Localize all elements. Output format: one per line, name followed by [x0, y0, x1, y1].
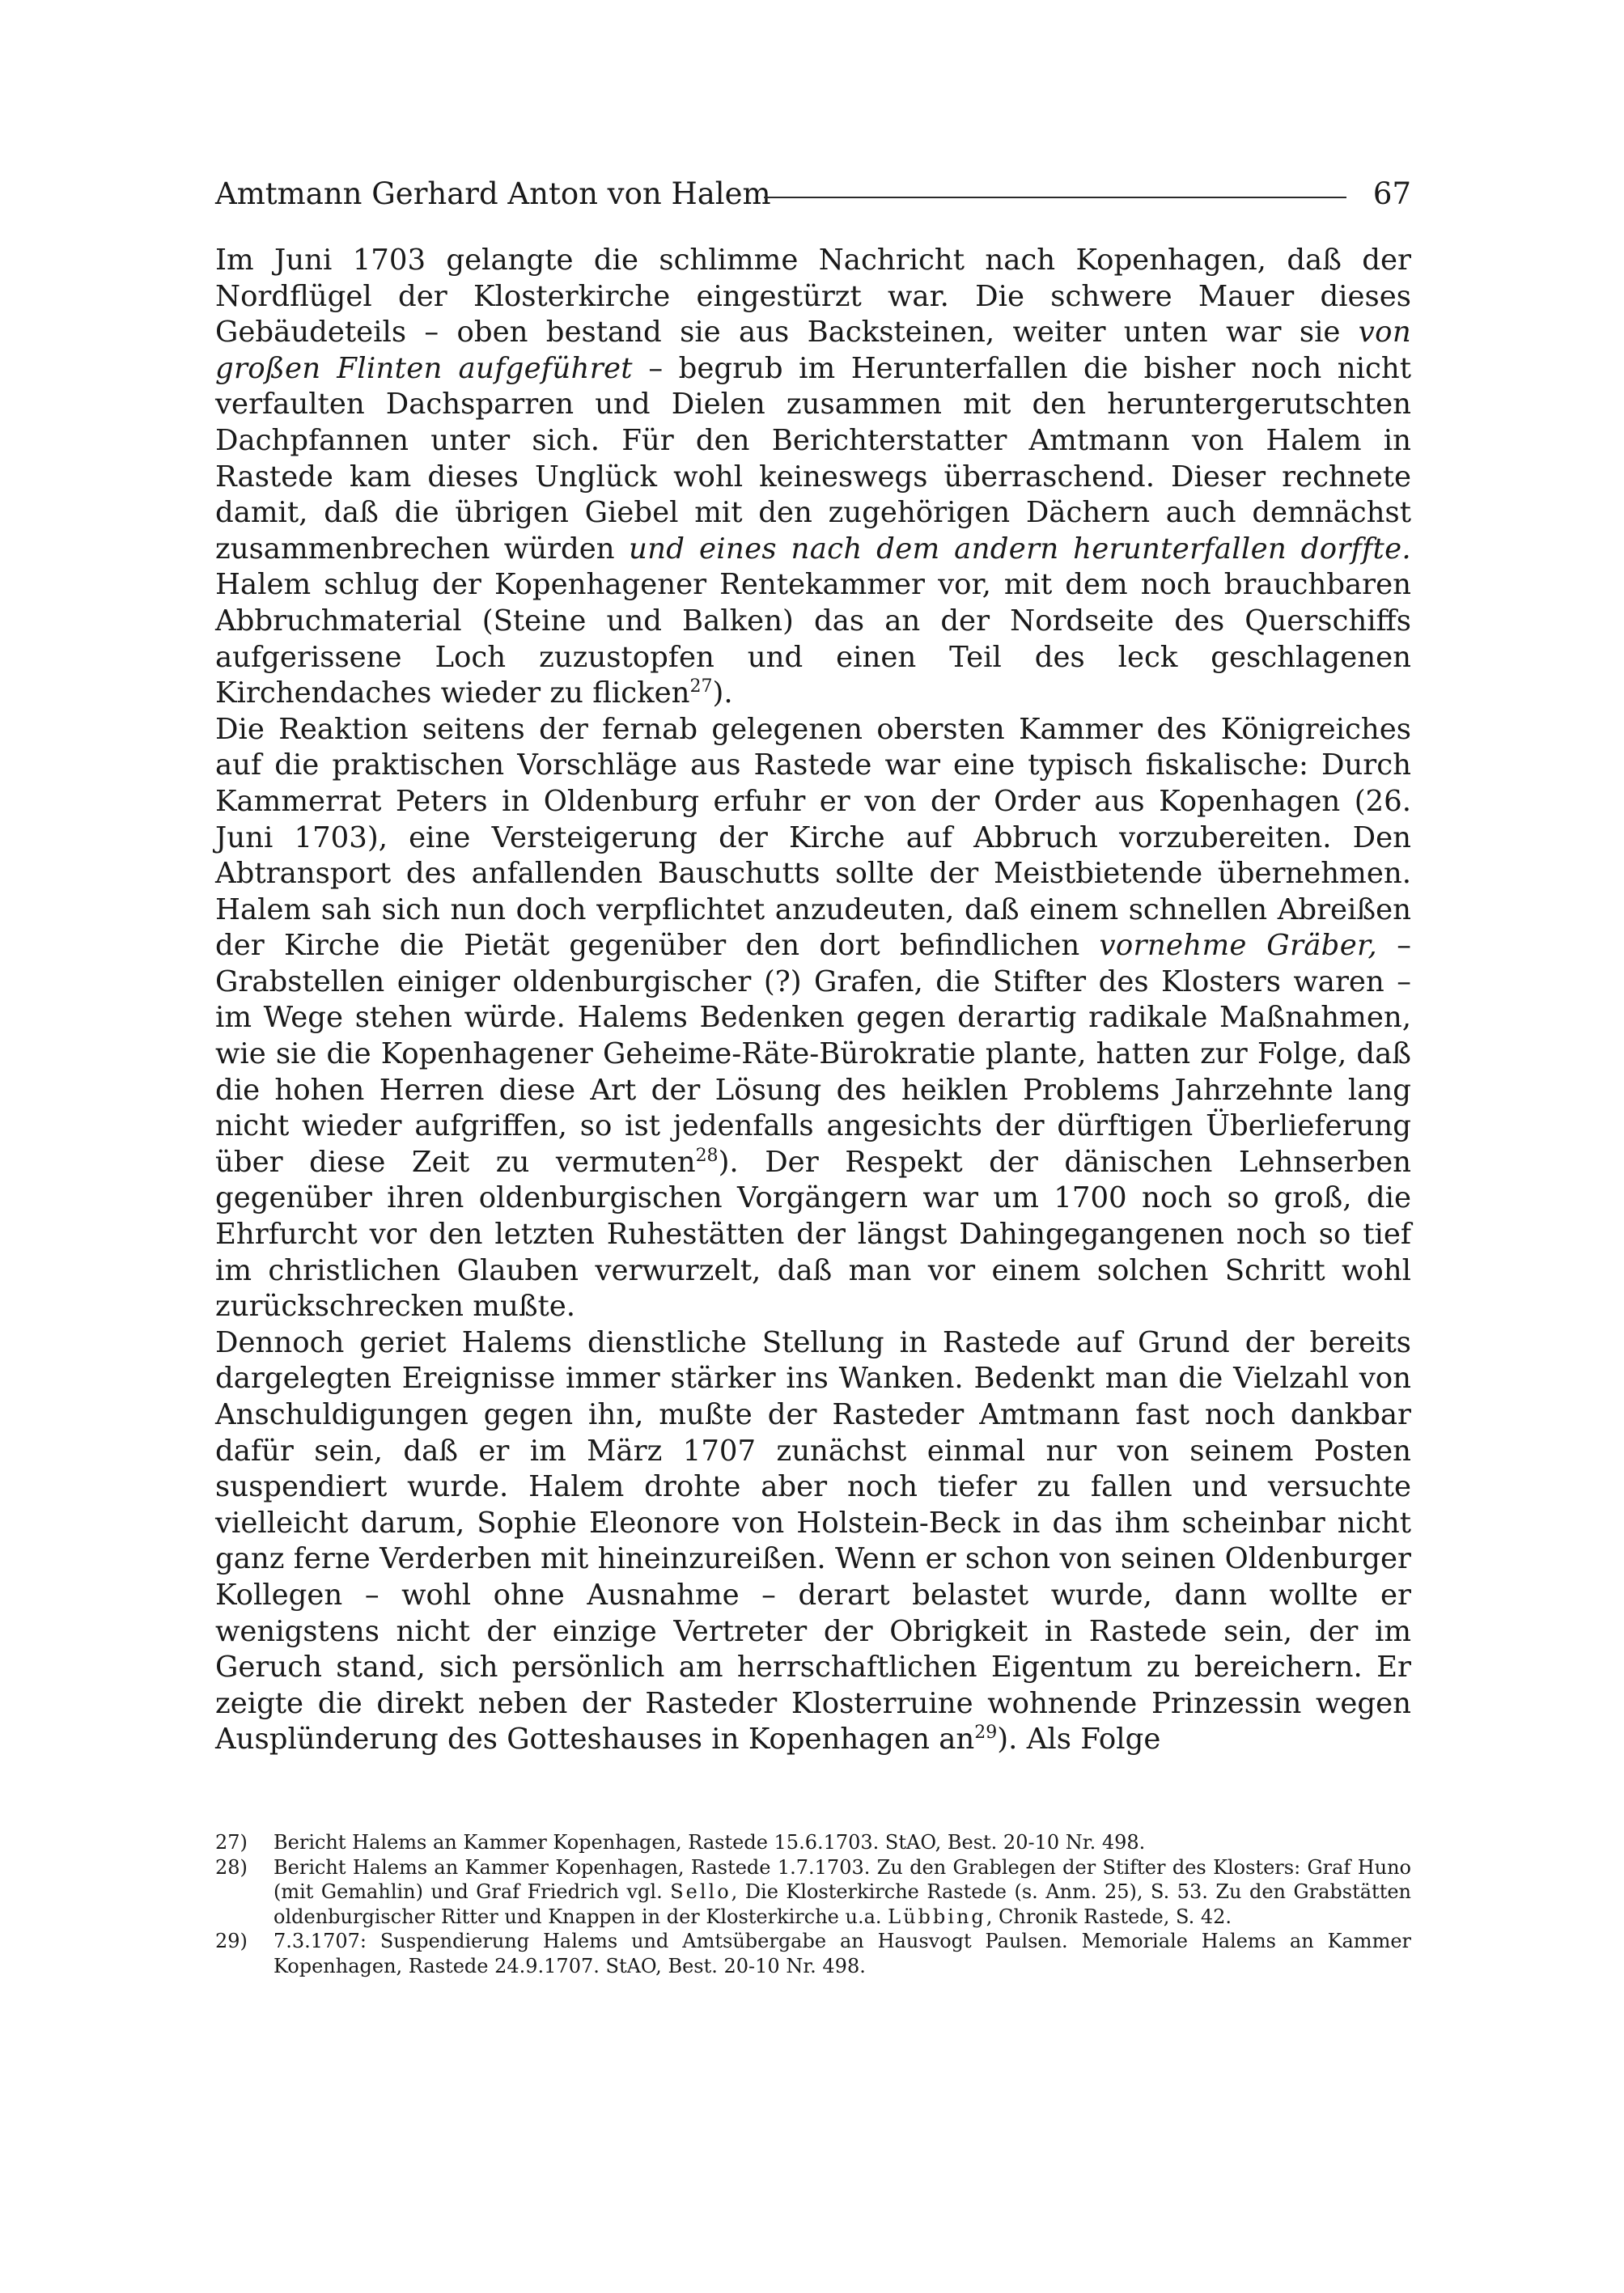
text-span: ). Der Respekt der dänischen Lehnserben gegenüber ihren oldenburgischen Vorgängern war um 1700 noch so groß, die Ehrfurcht vor den letzten Ruhestätten der längst Dahingegangenen noch so tief im christlichen Glauben verwurzelt, daß man vor einem solchen Schritt wohl zurückschrecken mußte.: [215, 1145, 1411, 1324]
running-head-rule: [764, 197, 1346, 198]
footnote-text: [273, 1855, 1411, 1930]
footnote-text: 7.3.1707: Suspendierung Halems und Amtsübergabe an Hausvogt Paulsen. Memoriale Halems an Kammer Kopenhagen, Rastede 24.9.1707. StAO, Best. 20-10 Nr. 498.: [273, 1930, 1411, 1977]
text-span: Dennoch geriet Halems dienstliche Stellung in Rastede auf Grund der bereits dargelegten Ereignisse immer stärker ins Wanken. Bedenkt man die Vielzahl von Anschuldigungen gegen ihn, mußte der Rasteder Amtmann fast noch dankbar dafür sein, daß er im März 1707 zunächst einmal nur von seinem Posten suspendiert wurde. Halem drohte aber noch tiefer zu fallen und versuchte vielleicht darum, Sophie Eleonore von Holstein-Beck in das ihm scheinbar nicht ganz ferne Verderben mit hineinzureißen. Wenn er schon von seinen Oldenburger Kollegen – wohl ohne Ausnahme – derart belastet wurde, dann wollte er wenigstens nicht der einzige Vertreter der Obrigkeit in Rastede sein, der im Geruch stand, sich persönlich am herrschaftlichen Eigentum zu bereichern. Er zeigte die direkt neben der Rasteder Klosterruine wohnende Prinzessin wegen Ausplünderung des Gotteshauses in Kopenhagen an: [215, 1325, 1411, 1757]
footnote-ref: 28: [695, 1146, 719, 1167]
quotation-italic: von großen Flinten aufgeführet: [215, 316, 1411, 385]
paragraph-1: [215, 243, 1411, 712]
paragraph-2: [215, 712, 1411, 1325]
body-text: [215, 243, 1411, 1758]
footnote-ref: 27: [689, 676, 713, 697]
footnote-29: [215, 1929, 1411, 1978]
footnote-27: [215, 1830, 1411, 1855]
running-head: [215, 172, 1411, 217]
paragraph-3: [215, 1325, 1411, 1758]
author-name: Lübbing: [888, 1905, 986, 1928]
footnote-28: [215, 1855, 1411, 1930]
quotation-italic: vornehme Gräber,: [1099, 929, 1377, 963]
footnote-text: Bericht Halems an Kammer Kopenhagen, Rastede 15.6.1703. StAO, Best. 20-10 Nr. 498.: [273, 1831, 1146, 1854]
text-span: , Die Klosterkirche Rastede (s. Anm. 25), S. 53. Zu den Grabstätten oldenburgischer Ritter und Knappen in der Klosterkirche u.a.: [273, 1880, 1412, 1928]
footnote-ref: 29: [974, 1723, 998, 1744]
author-name: Sello: [670, 1880, 731, 1903]
footnote-number: 27): [215, 1831, 248, 1854]
quotation-italic: und eines nach dem andern herunterfallen dorffte.: [628, 532, 1411, 566]
text-span: Bericht Halems an Kammer Kopenhagen, Rastede 1.7.1703. Zu den Grablegen der Stifter des Klosters: Graf Huno (mit Gemahlin) und Graf Friedrich vgl.: [273, 1855, 1411, 1903]
running-head-title: Amtmann Gerhard Anton von Halem: [215, 176, 771, 211]
footnote-number: 29): [215, 1930, 248, 1952]
text-span: Halem schlug der Kopenhagener Rentekammer vor, mit dem noch brauchbaren Abbruchmaterial (Steine und Balken) das an der Nordseite des Querschiffs aufgerissene Loch zuzustopfen und einen Teil des leck geschlagenen Kirchendaches wieder zu flicken: [215, 568, 1411, 710]
text-span: ). Als Folge: [997, 1723, 1161, 1757]
text-span: Die Reaktion seitens der fernab gelegenen obersten Kammer des Königreiches auf die praktischen Vorschläge aus Rastede war eine typisch fiskalische: Durch Kammerrat Peters in Oldenburg erfuhr er von der Order aus Kopenhagen (26. Juni 1703), eine Versteigerung der Kirche auf Abbruch vorzubereiten. Den Abtransport des anfallenden Bauschutts sollte der Meistbietende übernehmen. Halem sah sich nun doch verpflichtet anzudeuten, daß einem schnellen Abreißen der Kirche die Pietät gegenüber den dort befindlichen: [215, 712, 1411, 963]
page-number: 67: [1372, 176, 1411, 211]
footnote-number: 28): [215, 1855, 248, 1879]
text-span: , Chronik Rastede, S. 42.: [986, 1905, 1232, 1928]
text-span: ).: [712, 676, 733, 710]
footnotes: [215, 1830, 1411, 1978]
text-span: – Grabstellen einiger oldenburgischer (?) Grafen, die Stifter des Klosters waren – im Wege stehen würde. Halems Bedenken gegen derartig radikale Maßnahmen, wie sie die Kopenhagener Geheime-Räte-Bürokratie plante, hatten zur Folge, daß die hohen Herren diese Art der Lösung des heiklen Problems Jahrzehnte lang nicht wieder aufgriffen, so ist jedenfalls angesichts der dürftigen Überlieferung über diese Zeit zu vermuten: [215, 929, 1411, 1179]
text-span: – begrub im Herunterfallen die bisher noch nicht verfaulten Dachsparren und Dielen zusammen mit den heruntergerutschten Dachpfannen unter sich. Für den Berichterstatter Amtmann von Halem in Rastede kam dieses Unglück wohl keineswegs überraschend. Dieser rechnete damit, daß die übrigen Giebel mit den zugehörigen Dächern auch demnächst zusammenbrechen würden: [215, 351, 1411, 566]
text-span: Im Juni 1703 gelangte die schlimme Nachricht nach Kopenhagen, daß der Nordflügel der Klosterkirche eingestürzt war. Die schwere Mauer dieses Gebäudeteils – oben bestand sie aus Backsteinen, weiter unten war sie: [215, 244, 1411, 350]
